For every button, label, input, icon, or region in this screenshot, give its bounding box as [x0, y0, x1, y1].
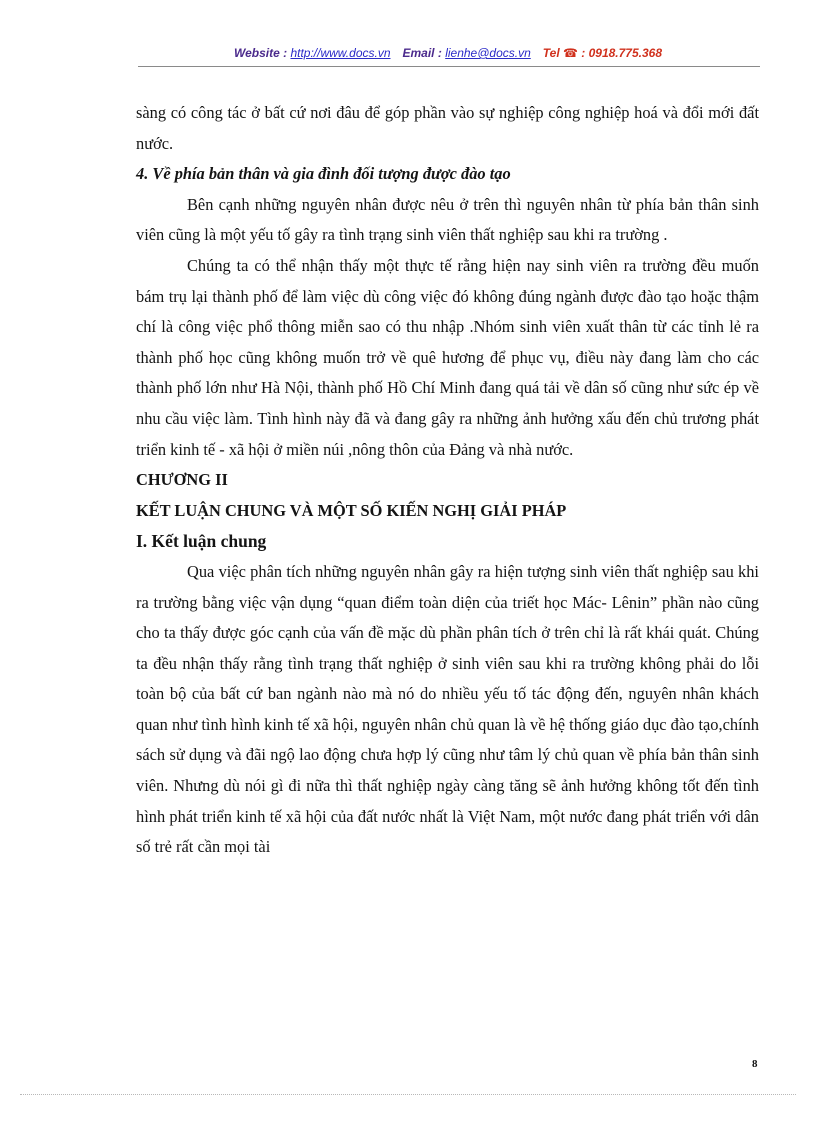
page-bottom-border — [20, 1094, 796, 1095]
website-link[interactable]: http://www.docs.vn — [290, 46, 391, 60]
website-label: Website : — [233, 46, 291, 60]
paragraph-conclusion: Qua việc phân tích những nguyên nhân gây ra hiện tượng sinh viên thất nghiệp sau khi ra trường bằng việc vận dụng “quan điểm toàn diện của triết học Mác- Lênin” phần nào cũng cho ta thấy được góc cạnh của vấn đề mặc dù phần phân tích ở trên chỉ là rất khái quát. Chúng ta đều nhận thấy rằng tình trạng thất nghiệp ở sinh viên sau khi ra trường không phải do lỗi toàn bộ của bất cứ ban ngành nào mà nó do nhiều yếu tố tác động đến, nguyên nhân khách quan như tình hình kinh tế xã hội, nguyên nhân chủ quan là về hệ thống giáo dục đào tạo,chính sách sử dụng và đãi ngộ lao động chưa hợp lý cũng như tâm lý chủ quan về phía bản thân sinh viên. Nhưng dù nói gì đi nữa thì thất nghiệp ngày càng tăng sẽ ảnh hưởng không tốt đến tình hình phát triển kinh tế xã hội của đất nước nhất là Việt Nam, một nước đang phát triển với dân số trẻ rất cần mọi tài — [136, 561, 759, 857]
subheading-4: 4. Về phía bản thân và gia đình đối tượng được đào tạo — [136, 164, 511, 184]
paragraph-city-migration: Chúng ta có thể nhận thấy một thực tế rằng hiện nay sinh viên ra trường đều muốn bám trụ lại thành phố để làm việc dù công việc đó không đúng ngành được đào tạo hoặc thậm chí là công việc phổ thông miễn sao có thu nhập .Nhóm sinh viên xuất thân từ các tỉnh lẻ ra thành phố học cũng không muốn trở về quê hương để phục vụ, điều này đang làm cho các thành phố lớn như Hà Nội, thành phố Hồ Chí Minh đang quá tải về dân số cũng như sức ép về nhu cầu việc làm. Tình hình này đã và đang gây ra những ảnh hưởng xấu đến chủ trương phát triển kinh tế - xã hội ở miền núi ,nông thôn của Đảng và nhà nước. — [136, 255, 759, 459]
page-header — [138, 46, 758, 60]
document-body — [136, 98, 759, 863]
phone-info: Tel ☎ : 0918.775.368 — [542, 46, 663, 60]
paragraph-student-causes: Bên cạnh những nguyên nhân được nêu ở trên thì nguyên nhân từ phía bản thân sinh viên cũng là một yếu tố gây ra tình trạng sinh viên thất nghiệp sau khi ra trường . — [136, 194, 759, 245]
chapter-label: CHƯƠNG II — [136, 470, 228, 490]
chapter-title: KẾT LUẬN CHUNG VÀ MỘT SỐ KIẾN NGHỊ GIẢI PHÁP — [136, 500, 567, 520]
section-heading: I. Kết luận chung — [136, 531, 267, 552]
header-divider — [138, 66, 760, 67]
email-link[interactable]: lienhe@docs.vn — [445, 46, 531, 60]
paragraph-continuation: sàng có công tác ở bất cứ nơi đâu để góp phần vào sự nghiệp công nghiệp hoá và đổi mới đất nước. — [136, 103, 759, 153]
page-number: 8 — [752, 1058, 758, 1070]
email-label: Email : — [402, 46, 446, 60]
